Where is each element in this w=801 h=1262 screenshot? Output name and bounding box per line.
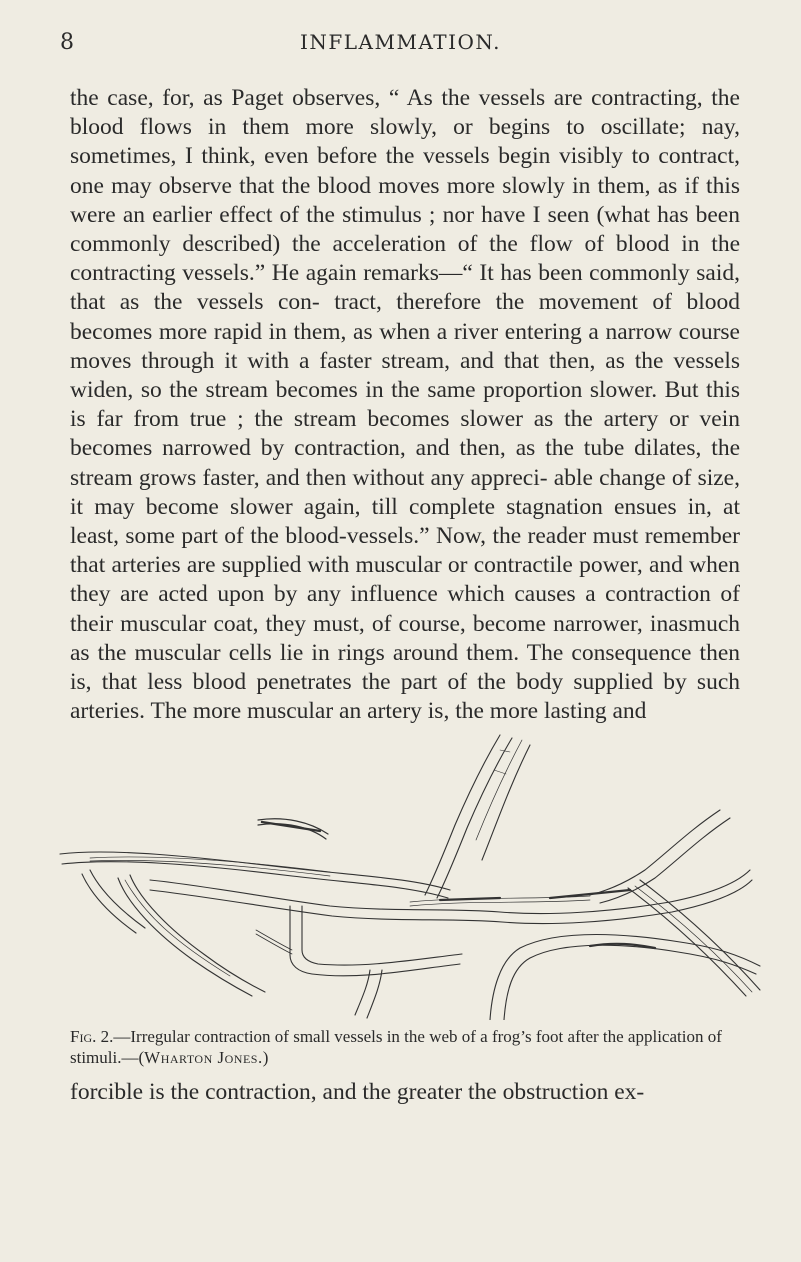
upper-left-vessel: [60, 852, 450, 898]
right-vessel: [590, 810, 760, 996]
continuation-line: forcible is the contraction, and the greater the obstruction ex-: [70, 1079, 645, 1105]
upper-right-vessel: [425, 735, 530, 898]
running-title: INFLAMMATION.: [299, 30, 502, 54]
figure-caption-close: ): [262, 1048, 269, 1067]
figure-caption-text: —Irregular contraction of small vessels in the web of a frog’s foot after the application of stimuli.—(: [70, 1027, 722, 1067]
figure-label: Fig. 2.: [70, 1027, 114, 1046]
body-paragraph: the case, for, as Paget observes, “ As the vessels are contracting, the blood flows in them more slowly, or begins to oscillate; nay, sometimes, I think, even before the vessels begin visibly to contract, one may observe that the blood moves more slowly in them, as if this were an earlier effect of the stimulus ; nor have I seen (what has been commonly described) the acceleration of the flow of blood in the contracting vessels.” He again remarks—“ It has been commonly said, that as the vessels con- tract, therefore the movement of blood becomes more rapid in them, as when a river entering a narrow course moves through it with a faster stream, and that then, as the vessels widen, so the stream becomes in the same proportion slower. But this is far from true ; the stream becomes slower as the artery or vein becomes narrowed by contraction, and then, as the tube dilates, the stream grows faster, and then without any appreci- able change of size, it may become slower again, till complete stagnation ensues in, at least, some part of the blood-vessels.” Now, the reader must remember that arteries are supplied with muscular or contractile power, and when they are acted upon by any influence which causes a contraction of their muscular coat, they must, of course, become narrower, inasmuch as the muscular cells lie in rings around them. The consequence then is, that less blood penetrates the part of the body supplied by such arteries. The more muscular an artery is, the more lasting and: [70, 85, 740, 725]
vessel-illustration: [30, 730, 775, 1020]
left-branch: [82, 870, 265, 996]
figure-caption: [70, 1026, 740, 1068]
middle-loop-vessel: [256, 906, 462, 976]
figure-credit: Wharton Jones.: [144, 1048, 263, 1067]
small-vessel-segment: [258, 819, 328, 839]
page-number: 8: [60, 30, 75, 55]
lower-stem-vessel: [355, 970, 382, 1018]
